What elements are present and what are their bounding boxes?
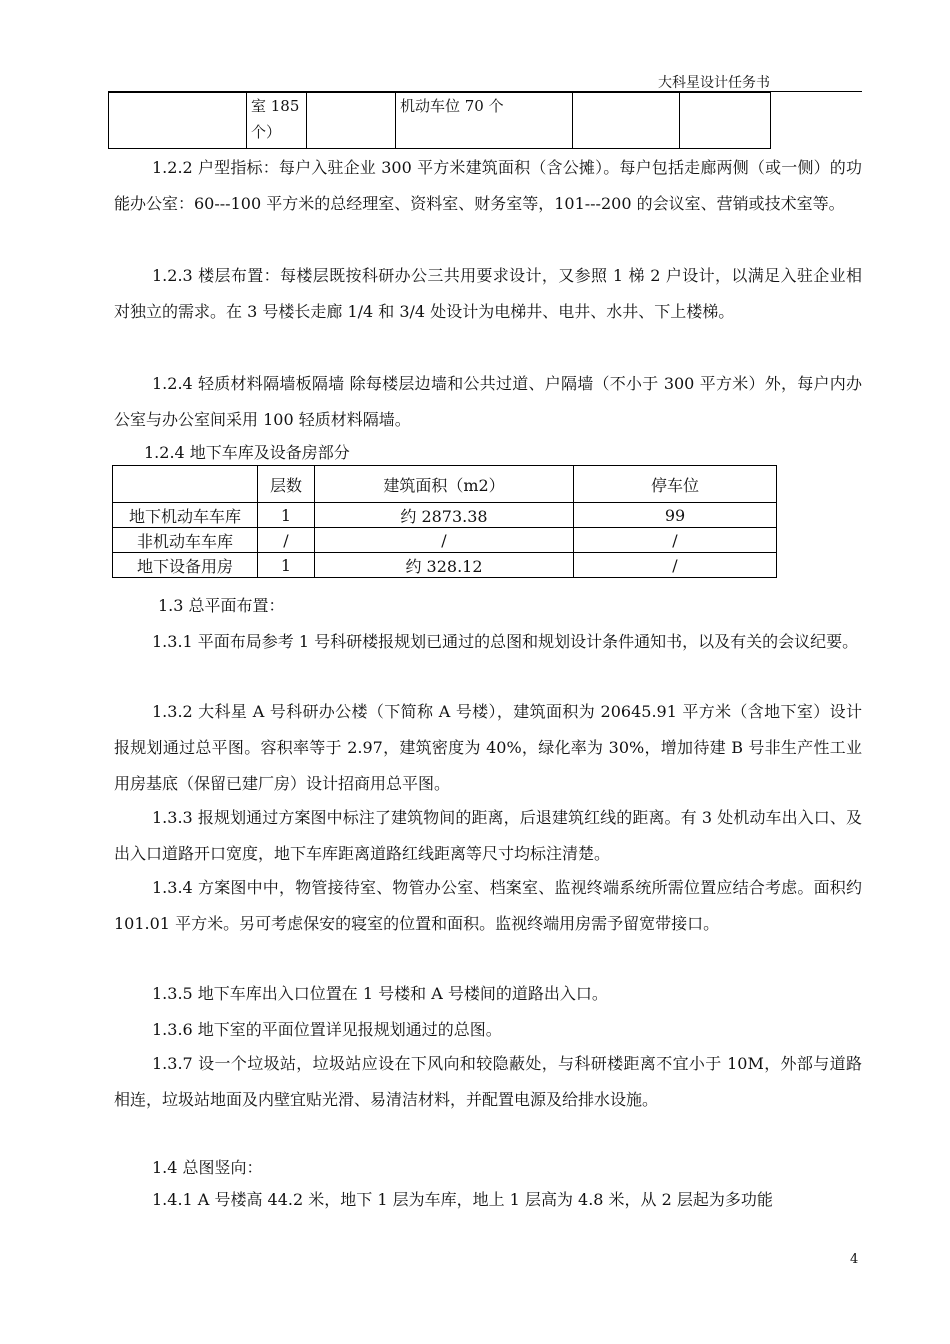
paragraph-1-3-3: 1.3.3 报规划通过方案图中标注了建筑物间的距离，后退建筑红线的距离。有 3 处机动车出入口、及出入口道路开口宽度，地下车库距离道路红线距离等尺寸均标注清楚。	[114, 808, 862, 863]
paragraph-1-3-7: 1.3.7 设一个垃圾站，垃圾站应设在下风向和较隐蔽处，与科研楼距离不宜小于 10M，外部与道路相连，垃圾站地面及内壁宜贴光滑、易清洁材料，并配置电源及给排水设施。	[114, 1054, 862, 1109]
table-cell: /	[315, 528, 574, 553]
table-cell	[307, 93, 396, 149]
table-header	[113, 466, 258, 503]
table-cell: 1	[258, 503, 315, 528]
table-cell	[680, 93, 771, 149]
table-row	[113, 503, 777, 528]
paragraph-1-3-1: 1.3.1 平面布局参考 1 号科研楼报规划已通过的总图和规划设计条件通知书，以及有关的会议纪要。	[152, 632, 859, 651]
paragraph-1-4-1: 1.4.1 A 号楼高 44.2 米，地下 1 层为车库，地上 1 层高为 4.8 米，从 2 层起为多功能	[152, 1190, 773, 1209]
page-number: 4	[850, 1252, 859, 1267]
table-header-row	[113, 466, 777, 503]
table-header: 停车位	[574, 466, 777, 503]
section-heading-garage: 1.2.4 地下车库及设备房部分	[144, 443, 350, 462]
top-table	[108, 92, 771, 149]
paragraph-1-3-6: 1.3.6 地下室的平面位置详见报规划通过的总图。	[152, 1020, 502, 1039]
garage-table	[112, 465, 777, 578]
table-cell: 约 2873.38	[315, 503, 574, 528]
table-cell: 地下设备用房	[113, 553, 258, 578]
table-row	[113, 553, 777, 578]
table-cell: 非机动车车库	[113, 528, 258, 553]
table-row	[109, 93, 771, 149]
paragraph-1-2-4: 1.2.4 轻质材料隔墙板隔墙 除每楼层边墙和公共过道、户隔墙（不小于 300 平方米）外，每户内办公室与办公室间采用 100 轻质材料隔墙。	[114, 374, 862, 429]
section-heading-vertical: 1.4 总图竖向：	[152, 1158, 263, 1177]
table-cell: 1	[258, 553, 315, 578]
table-header: 层数	[258, 466, 315, 503]
table-cell	[109, 93, 247, 149]
table-cell: 99	[574, 503, 777, 528]
table-cell	[573, 93, 680, 149]
table-cell: 地下机动车车库	[113, 503, 258, 528]
section-heading-site-plan: 1.3 总平面布置：	[158, 596, 285, 615]
table-row	[113, 528, 777, 553]
table-cell-area: 室 185 个）	[247, 93, 307, 149]
header-title: 大科星设计任务书	[658, 75, 770, 91]
table-cell-parking: 机动车位 70 个	[396, 93, 573, 149]
paragraph-1-3-5: 1.3.5 地下车库出入口位置在 1 号楼和 A 号楼间的道路出入口。	[152, 984, 608, 1003]
table-cell: 约 328.12	[315, 553, 574, 578]
table-cell: /	[574, 553, 777, 578]
table-cell: /	[258, 528, 315, 553]
paragraph-1-2-2: 1.2.2 户型指标：每户入驻企业 300 平方米建筑面积（含公摊）。每户包括走廊两侧（或一侧）的功能办公室：60---100 平方米的总经理室、资料室、财务室等，101---200 的会议室、营销或技术室等。	[114, 158, 862, 213]
table-cell: /	[574, 528, 777, 553]
paragraph-1-3-2: 1.3.2 大科星 A 号科研办公楼（下简称 A 号楼），建筑面积为 20645.91 平方米（含地下室）设计报规划通过总平图。容积率等于 2.97，建筑密度为 40%，绿化率为 30%，增加待建 B 号非生产性工业用房基底（保留已建厂房）设计招商用总平图。	[114, 702, 862, 793]
table-header: 建筑面积（m2）	[315, 466, 574, 503]
paragraph-1-2-3: 1.2.3 楼层布置：每楼层既按科研办公三共用要求设计，又参照 1 梯 2 户设计，以满足入驻企业相对独立的需求。在 3 号楼长走廊 1/4 和 3/4 处设计为电梯井、电井、水井、下上楼梯。	[114, 266, 862, 321]
paragraph-1-3-4: 1.3.4 方案图中中，物管接待室、物管办公室、档案室、监视终端系统所需位置应结合考虑。面积约 101.01 平方米。另可考虑保安的寝室的位置和面积。监视终端用房需予留宽带接口。	[114, 878, 862, 933]
